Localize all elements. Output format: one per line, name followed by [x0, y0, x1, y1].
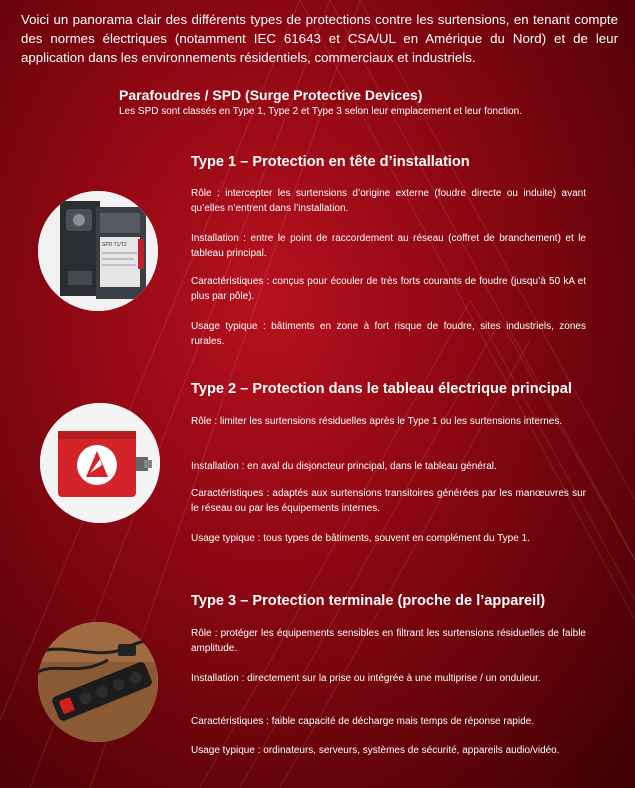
type1-caracteristiques: Caractéristiques : conçus pour écouler de très forts courants de foudre (jusqu’à 50 kA et plus par pôle). — [191, 276, 586, 302]
type2-caracteristiques: Caractéristiques : adaptés aux surtensions transitoires générées par les manœuvres sur le réseau ou par les équipements internes. — [191, 488, 586, 514]
type3-power-strip-image — [38, 622, 158, 742]
type3-usage: Usage typique : ordinateurs, serveurs, systèmes de sécurité, appareils audio/vidéo. — [191, 745, 560, 756]
type2-title: Type 2 – Protection dans le tableau électrique principal — [191, 381, 572, 397]
type1-spd-image — [38, 191, 158, 311]
type3-title: Type 3 – Protection terminale (proche de l’appareil) — [191, 593, 546, 609]
type2-installation: Installation : en aval du disjoncteur principal, dans le tableau général. — [191, 461, 497, 472]
type1-role: Rôle : intercepter les surtensions d’origine externe (foudre directe ou induite) avant qu’elles n’entrent dans l’installation. — [191, 188, 586, 214]
type3-installation: Installation : directement sur la prise ou intégrée à une multiprise / un onduleur. — [191, 673, 541, 684]
type1-device-label: SPD T1/T2 — [102, 242, 127, 248]
type2-box-image — [40, 403, 160, 523]
type2-role: Rôle : limiter les surtensions résiduelles après le Type 1 ou les surtensions internes. — [191, 416, 563, 427]
type2-usage: Usage typique : tous types de bâtiments, souvent en complément du Type 1. — [191, 533, 530, 544]
section-subtitle: Les SPD sont classés en Type 1, Type 2 et Type 3 selon leur emplacement et leur fonction. — [119, 106, 523, 117]
type3-role: Rôle : protéger les équipements sensibles en filtrant les surtensions résiduelles de faible amplitude. — [191, 628, 586, 654]
type1-title: Type 1 – Protection en tête d’installation — [191, 154, 470, 170]
type1-installation: Installation : entre le point de raccordement au réseau (coffret de branchement) et le tableau principal. — [191, 233, 586, 259]
type1-usage: Usage typique : bâtiments en zone à fort risque de foudre, sites industriels, zones rurales. — [191, 321, 586, 347]
intro-paragraph: Voici un panorama clair des différents types de protections contre les surtensions, en tenant compte des normes électriques (notamment IEC 61643 et CSA/UL en Amérique du Nord) et de leur application dans les environnements résidentiels, commerciaux et industriels. — [21, 12, 618, 65]
type3-caracteristiques: Caractéristiques : faible capacité de décharge mais temps de réponse rapide. — [191, 716, 534, 727]
section-title: Parafoudres / SPD (Surge Protective Devices) — [119, 87, 423, 103]
